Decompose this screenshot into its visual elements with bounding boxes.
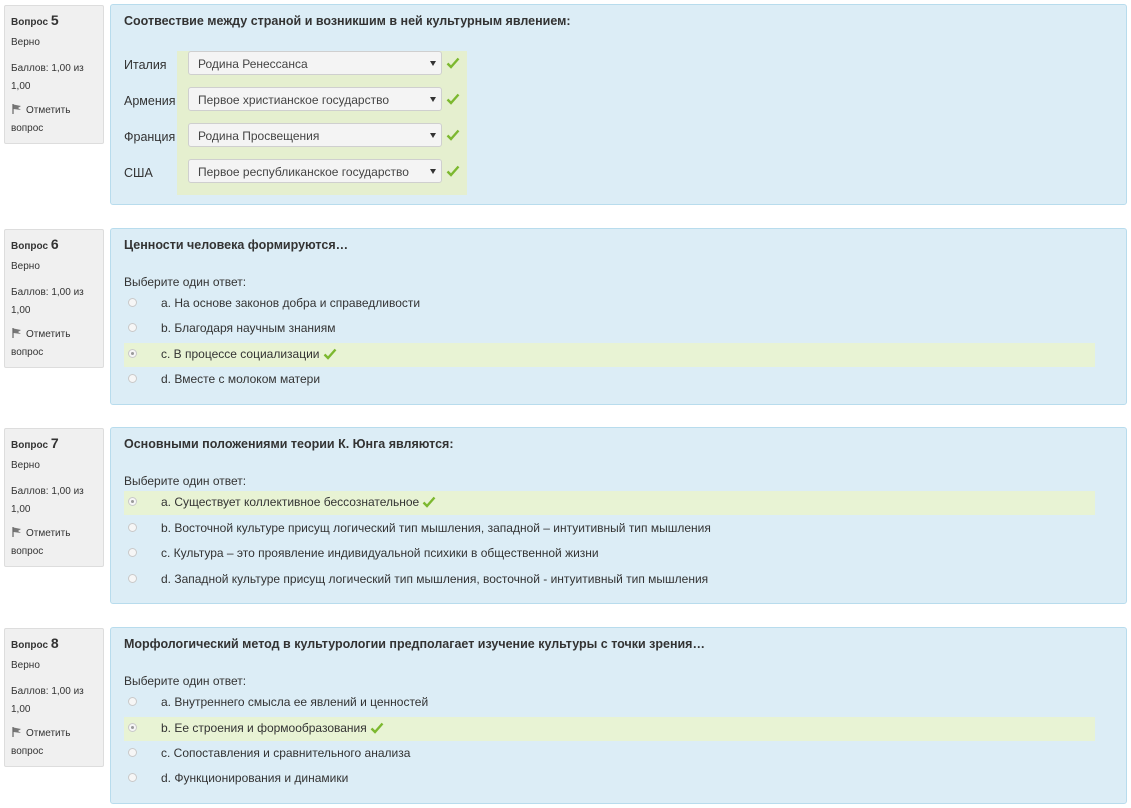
question-state: Верно: [11, 460, 40, 471]
dropdown-arrow-icon: [430, 169, 436, 174]
radio-button[interactable]: [128, 748, 137, 757]
option-label: b. Ее строения и формообразования: [161, 721, 384, 735]
answer-prompt: Выберите один ответ:: [124, 674, 247, 688]
option-label: d. Западной культуре присущ логический тип мышления, восточной - интуитивный тип мышления: [161, 572, 709, 586]
answer-option[interactable]: [124, 368, 1095, 392]
match-row: [124, 159, 484, 187]
radio-button[interactable]: [128, 374, 137, 383]
flag-icon: [11, 327, 23, 339]
match-row: [124, 87, 484, 115]
match-row: [124, 123, 484, 151]
checkmark-icon: [446, 57, 460, 69]
question-number: Вопрос 6: [11, 236, 59, 252]
question-info-8: [4, 628, 104, 767]
checkmark-icon: [446, 93, 460, 105]
flag-question-link[interactable]: Отметить вопрос: [11, 105, 71, 134]
match-label: Армения: [124, 94, 176, 108]
option-label: c. В процессе социализации: [161, 347, 337, 361]
question-state: Верно: [11, 37, 40, 48]
answer-option[interactable]: [124, 568, 1095, 592]
question-content-5: [110, 4, 1127, 205]
question-text: Основными положениями теории К. Юнга являются:: [124, 437, 454, 451]
radio-button[interactable]: [128, 497, 137, 506]
dropdown-arrow-icon: [430, 97, 436, 102]
checkmark-icon: [422, 496, 436, 508]
flag-icon: [11, 103, 23, 115]
question-info-6: [4, 229, 104, 368]
dropdown-arrow-icon: [430, 133, 436, 138]
question-info-7: [4, 428, 104, 567]
radio-button[interactable]: [128, 323, 137, 332]
question-number: Вопрос 8: [11, 635, 59, 651]
match-row: [124, 51, 484, 79]
question-state: Верно: [11, 660, 40, 671]
match-label: Франция: [124, 130, 176, 144]
answer-option[interactable]: [124, 691, 1095, 715]
option-label: a. Существует коллективное бессознательное: [161, 495, 436, 509]
radio-button[interactable]: [128, 574, 137, 583]
answer-prompt: Выберите один ответ:: [124, 474, 247, 488]
flag-icon: [11, 726, 23, 738]
question-text: Ценности человека формируются…: [124, 238, 349, 252]
question-content-6: [110, 228, 1127, 405]
question-content-7: [110, 427, 1127, 604]
match-select[interactable]: [188, 159, 442, 183]
answer-option[interactable]: [124, 317, 1095, 341]
question-content-8: [110, 627, 1127, 804]
checkmark-icon: [446, 129, 460, 141]
radio-button[interactable]: [128, 298, 137, 307]
answer-option[interactable]: [124, 292, 1095, 316]
answer-option[interactable]: [124, 767, 1095, 791]
flag-question-link[interactable]: Отметить вопрос: [11, 329, 71, 358]
option-label: a. На основе законов добра и справедливости: [161, 296, 421, 310]
option-label: d. Функционирования и динамики: [161, 771, 349, 785]
question-grade: Баллов: 1,00 из 1,00: [11, 486, 84, 515]
radio-button[interactable]: [128, 349, 137, 358]
question-number: Вопрос 7: [11, 435, 59, 451]
radio-button[interactable]: [128, 723, 137, 732]
option-label: c. Сопоставления и сравнительного анализа: [161, 746, 411, 760]
match-select[interactable]: [188, 51, 442, 75]
match-select[interactable]: [188, 123, 442, 147]
question-grade: Баллов: 1,00 из 1,00: [11, 63, 84, 92]
radio-button[interactable]: [128, 773, 137, 782]
question-number: Вопрос 5: [11, 12, 59, 28]
match-label: США: [124, 166, 153, 180]
option-label: b. Восточной культуре присущ логический тип мышления, западной – интуитивный тип мышления: [161, 521, 711, 535]
answer-option-selected[interactable]: [124, 343, 1095, 367]
match-select[interactable]: [188, 87, 442, 111]
answer-option-selected[interactable]: [124, 491, 1095, 515]
checkmark-icon: [446, 165, 460, 177]
answer-option[interactable]: [124, 517, 1095, 541]
answer-option[interactable]: [124, 742, 1095, 766]
question-state: Верно: [11, 261, 40, 272]
option-label: d. Вместе с молоком матери: [161, 372, 321, 386]
radio-button[interactable]: [128, 523, 137, 532]
answer-option-selected[interactable]: [124, 717, 1095, 741]
option-label: a. Внутреннего смысла ее явлений и ценностей: [161, 695, 429, 709]
flag-question-link[interactable]: Отметить вопрос: [11, 728, 71, 757]
checkmark-icon: [370, 722, 384, 734]
answer-prompt: Выберите один ответ:: [124, 275, 247, 289]
question-text: Соотвествие между страной и возникшим в ней культурным явлением:: [124, 14, 571, 28]
select-value: Первое христианское государство: [198, 93, 389, 107]
select-value: Родина Ренессанса: [198, 57, 308, 71]
dropdown-arrow-icon: [430, 61, 436, 66]
select-value: Первое республиканское государство: [198, 165, 409, 179]
question-info-5: [4, 5, 104, 144]
select-value: Родина Просвещения: [198, 129, 320, 143]
radio-button[interactable]: [128, 548, 137, 557]
answer-option[interactable]: [124, 542, 1095, 566]
flag-question-link[interactable]: Отметить вопрос: [11, 528, 71, 557]
option-label: b. Благодаря научным знаниям: [161, 321, 336, 335]
question-grade: Баллов: 1,00 из 1,00: [11, 287, 84, 316]
option-label: c. Культура – это проявление индивидуальной психики в общественной жизни: [161, 546, 599, 560]
question-text: Морфологический метод в культурологии предполагает изучение культуры с точки зрения…: [124, 637, 705, 651]
flag-icon: [11, 526, 23, 538]
question-grade: Баллов: 1,00 из 1,00: [11, 686, 84, 715]
match-label: Италия: [124, 58, 167, 72]
checkmark-icon: [323, 348, 337, 360]
radio-button[interactable]: [128, 697, 137, 706]
